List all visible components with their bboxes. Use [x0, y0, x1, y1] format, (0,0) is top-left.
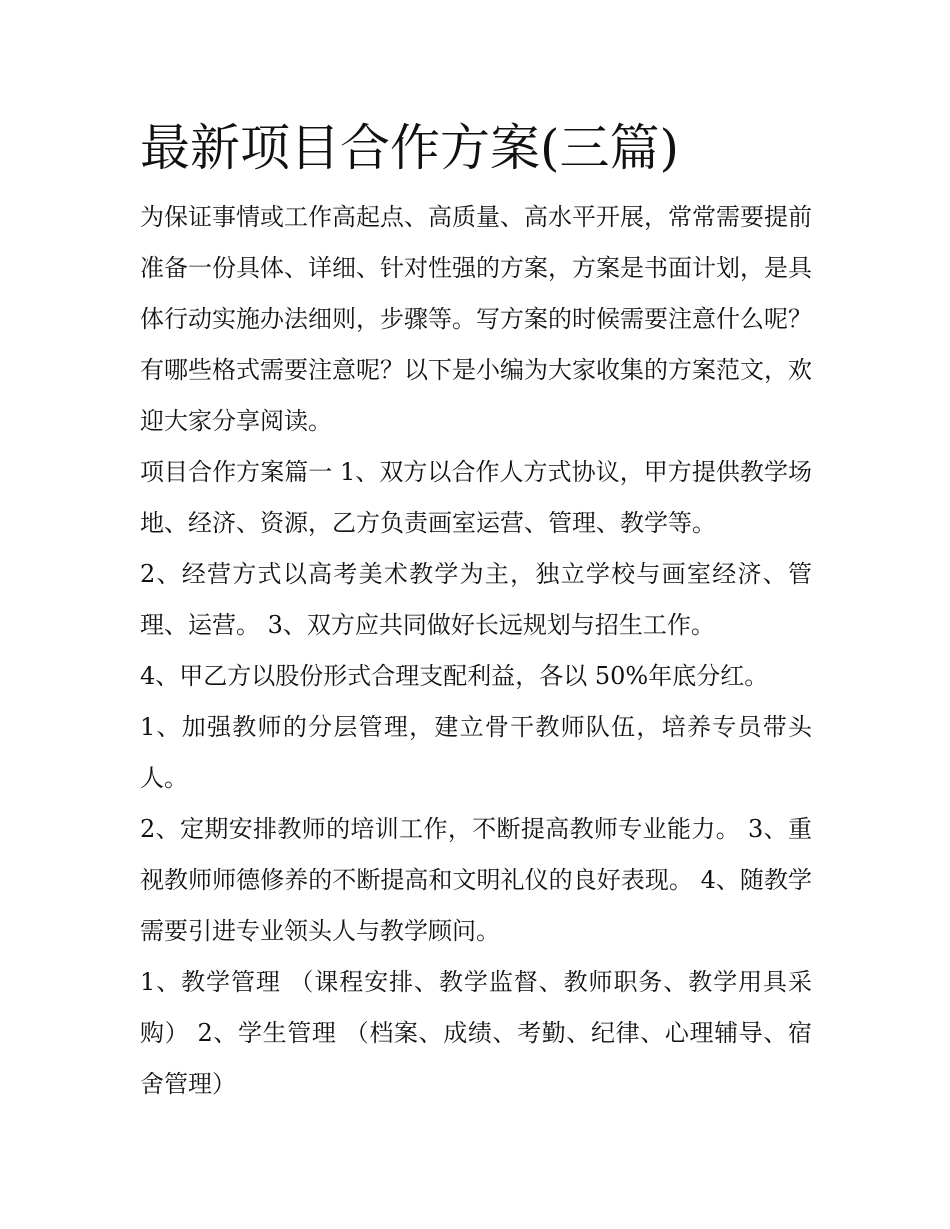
document-content — [140, 112, 812, 1110]
profit-paragraph: 4、甲乙方以股份形式合理支配利益，各以 50%年底分红。 — [140, 662, 769, 690]
teacher-training-paragraph: 2、定期安排教师的培训工作，不断提高教师专业能力。 3、重视教师师德修养的不断提高和文明礼仪的良好表现。 4、随教学需要引进专业领头人与教学顾问。 — [140, 815, 812, 945]
document-title: 最新项目合作方案(三篇) — [140, 119, 680, 177]
intro-paragraph: 为保证事情或工作高起点、高质量、高水平开展，常常需要提前准备一份具体、详细、针对性强的方案，方案是书面计划，是具体行动实施办法细则，步骤等。写方案的时候需要注意什么呢？有哪些格式需要注意呢？以下是小编为大家收集的方案范文，欢迎大家分享阅读。 — [140, 203, 812, 435]
plan-one-paragraph: 项目合作方案篇一 1、双方以合作人方式协议，甲方提供教学场地、经济、资源，乙方负责画室运营、管理、教学等。 — [140, 458, 812, 537]
teacher-management-paragraph: 1、加强教师的分层管理，建立骨干教师队伍，培养专员带头人。 — [140, 713, 812, 792]
management-items-paragraph: 1、教学管理 （课程安排、教学监督、教师职务、教学用具采购） 2、学生管理 （档案、成绩、考勤、纪律、心理辅导、宿舍管理） — [140, 968, 812, 1098]
operation-paragraph: 2、经营方式以高考美术教学为主，独立学校与画室经济、管理、运营。 3、双方应共同做好长远规划与招生工作。 — [140, 560, 812, 639]
